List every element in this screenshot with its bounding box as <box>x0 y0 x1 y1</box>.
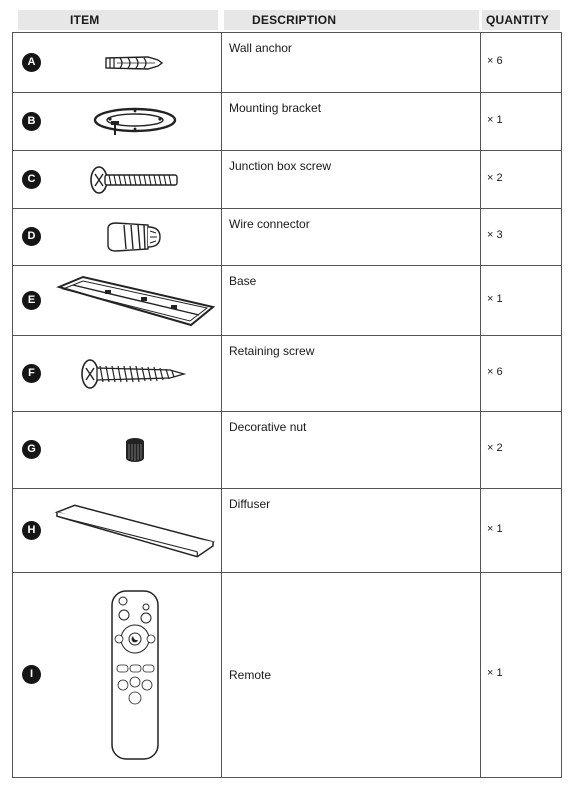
quantity-cell <box>481 151 562 209</box>
item-letter-badge: B <box>22 112 41 131</box>
header-item: ITEM <box>18 10 218 30</box>
item-cell <box>13 412 222 489</box>
table-row <box>13 33 562 93</box>
table-row <box>13 573 562 778</box>
item-letter-badge: F <box>22 364 41 383</box>
table-row <box>13 93 562 151</box>
table-row <box>13 336 562 412</box>
part-name: Decorative nut <box>229 420 307 434</box>
item-cell <box>13 266 222 336</box>
item-letter-badge: H <box>22 521 41 540</box>
header-description: DESCRIPTION <box>224 10 479 30</box>
wall-anchor-icon <box>53 35 217 90</box>
quantity-cell <box>481 412 562 489</box>
description-cell <box>222 33 481 93</box>
quantity-cell <box>481 266 562 336</box>
header-quantity: QUANTITY <box>482 10 560 30</box>
quantity-cell <box>481 573 562 778</box>
item-letter-badge: G <box>22 440 41 459</box>
junction-box-screw-icon <box>53 153 217 206</box>
table-row <box>13 489 562 573</box>
part-quantity: × 2 <box>487 171 503 184</box>
table-row <box>13 209 562 266</box>
item-cell <box>13 209 222 266</box>
part-name: Wall anchor <box>229 41 292 55</box>
item-cell <box>13 573 222 778</box>
table-header <box>12 8 560 32</box>
part-name: Junction box screw <box>229 159 332 173</box>
item-cell <box>13 151 222 209</box>
item-letter-badge: E <box>22 291 41 310</box>
description-cell <box>222 266 481 336</box>
description-cell <box>222 412 481 489</box>
part-name: Wire connector <box>229 217 310 231</box>
description-cell <box>222 209 481 266</box>
description-cell <box>222 573 481 778</box>
description-cell <box>222 489 481 573</box>
base-plate-icon <box>53 268 217 333</box>
part-quantity: × 1 <box>487 113 503 126</box>
part-name: Mounting bracket <box>229 101 322 115</box>
part-name: Base <box>229 274 257 288</box>
part-quantity: × 3 <box>487 229 503 241</box>
item-cell <box>13 33 222 93</box>
item-letter-badge: D <box>22 227 41 246</box>
diffuser-icon <box>53 491 217 570</box>
remote-icon <box>53 575 217 775</box>
part-name: Diffuser <box>229 497 271 511</box>
part-quantity: × 6 <box>487 365 503 378</box>
part-quantity: × 6 <box>487 54 503 67</box>
table-row <box>13 266 562 336</box>
decorative-nut-icon <box>53 414 217 486</box>
part-quantity: × 1 <box>487 667 503 679</box>
item-letter-badge: C <box>22 170 41 189</box>
quantity-cell <box>481 336 562 412</box>
item-letter-badge: I <box>22 665 41 684</box>
quantity-cell <box>481 93 562 151</box>
part-quantity: × 1 <box>487 292 503 305</box>
item-letter-badge: A <box>22 53 41 72</box>
part-quantity: × 2 <box>487 442 503 454</box>
part-name: Remote <box>229 668 272 682</box>
retaining-screw-icon <box>53 338 217 409</box>
quantity-cell <box>481 33 562 93</box>
description-cell <box>222 93 481 151</box>
item-cell <box>13 336 222 412</box>
description-cell <box>222 151 481 209</box>
item-cell <box>13 93 222 151</box>
table-row <box>13 151 562 209</box>
wire-connector-icon <box>53 211 217 263</box>
part-quantity: × 1 <box>487 522 503 535</box>
table-row <box>13 412 562 489</box>
item-cell <box>13 489 222 573</box>
quantity-cell <box>481 489 562 573</box>
mounting-bracket-icon <box>53 95 217 148</box>
parts-table <box>12 32 562 778</box>
quantity-cell <box>481 209 562 266</box>
description-cell <box>222 336 481 412</box>
parts-list <box>12 8 560 778</box>
part-name: Retaining screw <box>229 344 315 358</box>
